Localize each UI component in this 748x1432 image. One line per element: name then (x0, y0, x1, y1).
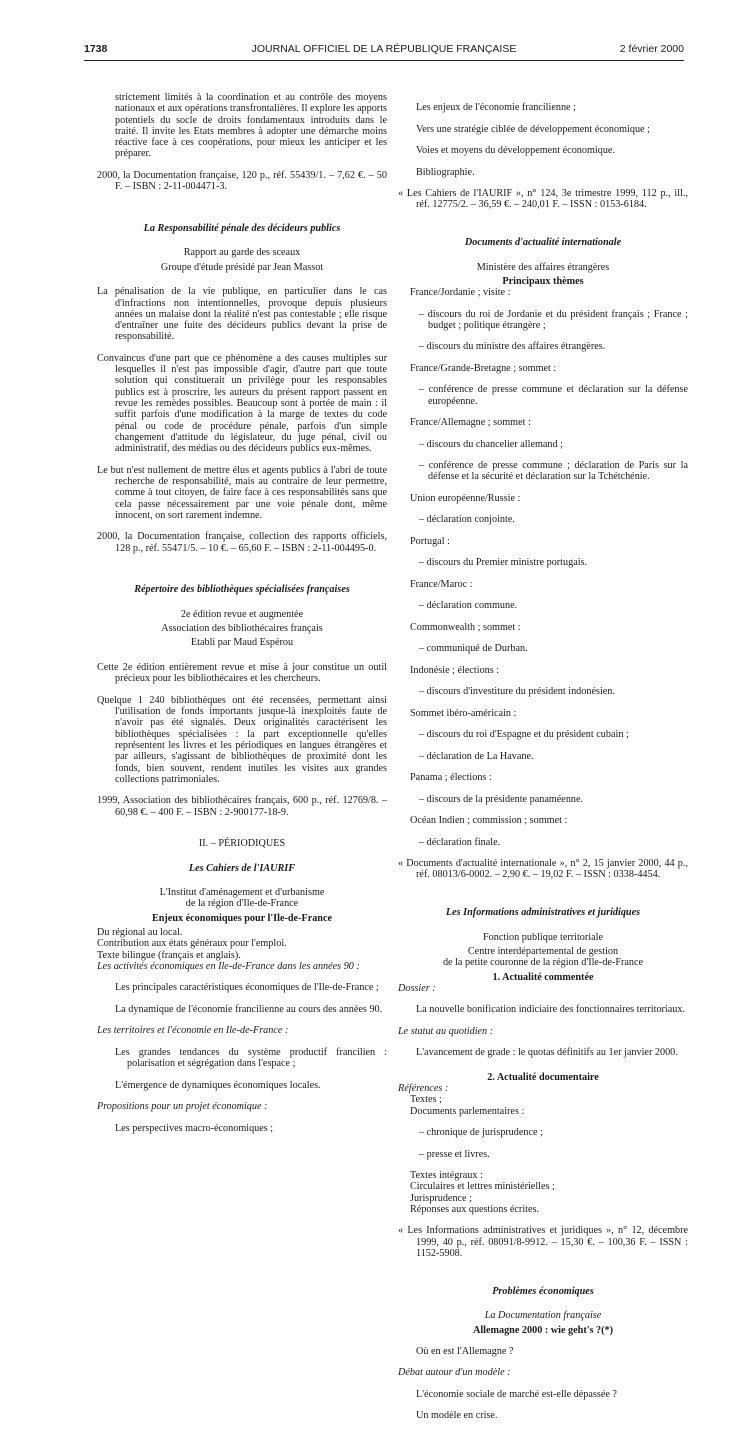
debat-label: Débat autour d'un modèle : (398, 1367, 511, 1379)
list-item: Voies et moyens du développement économique. (416, 145, 615, 157)
section-subtitle: Rapport au garde des sceaux (183, 247, 301, 259)
journal-title: JOURNAL OFFICIEL DE LA RÉPUBLIQUE FRANÇAISE (251, 43, 517, 55)
list-item-text: Océan Indien ; commission ; sommet : (410, 815, 568, 827)
list-item-text: discours de la présidente panaméenne. (426, 793, 584, 805)
list-item-text: discours du Premier ministre portugais. (426, 557, 588, 569)
iaj-subtitle: Fonction publique territoriale (483, 931, 603, 943)
dash-bullet: – (419, 308, 428, 320)
list-item-text: chronique de jurisprudence ; (426, 1127, 543, 1139)
dash-bullet: – (419, 341, 427, 353)
list-item: Texte bilingue (français et anglais). (97, 949, 241, 961)
list-item (398, 536, 688, 547)
list-item: Contribution aux états généraux pour l'emploi. (97, 938, 287, 950)
cahiers-title: Les Cahiers de l'IAURIF (188, 862, 296, 874)
paragraph: Le but n'est nullement de mettre élus et agents publics à l'abri de toute recherche de responsabilité, mais au contraire de leur permettre, comme à tout citoyen, de faire face à ces responsabilités sans que cela passe nécessairement par une voie pénale dont, même innocent, on sort rarement indemne. (97, 464, 387, 521)
list-item-text: Panama ; élections : (410, 772, 492, 784)
paragraph: Cette 2e édition entièrement revue et mise à jour constitue un outil précieux pour les bibliothécaires et les chercheurs. (97, 661, 387, 685)
list-item (398, 287, 688, 298)
actualite-documentaire-heading: 2. Actualité documentaire (487, 1071, 599, 1083)
list-item (398, 622, 688, 633)
list-item-text: Portugal : (410, 535, 450, 547)
dash-bullet: – (419, 1148, 427, 1160)
dash-bullet: – (419, 729, 427, 741)
paragraph: Quelque 1 240 bibliothèques ont été recensées, permettant ainsi l'utilisation de fonds importants jusque-là inexploités faute de n'avoir pas été signalés. Deux originalités caractérisent les bibliothèques spécialisées : la part exceptionnelle qu'elles représentent les livres et les périodiques en langues étrangères et par ailleurs, s'agissant de bibliothèques de proximité dont les fonds, bien souvent, rendent inutiles les visites aux grandes collections patrimoniales. (97, 694, 387, 785)
reference-iaurif: « Les Cahiers de l'IAURIF », n° 124, 3e trimestre 1999, 112 p., ill., réf. 12775/2. – 36,59 €. – 240,01 F. – ISSN : 0153-6184. (398, 188, 688, 211)
section-subtitle: Association des bibliothécaires français (161, 623, 323, 635)
list-item (398, 1127, 688, 1138)
dash-bullet: – (419, 438, 427, 450)
list-item (398, 363, 688, 374)
periodiques-heading: II. – PÉRIODIQUES (198, 838, 286, 850)
list-item (398, 772, 688, 783)
list-item (398, 1193, 688, 1204)
dai-title: Documents d'actualité internationale (464, 237, 622, 249)
dossier-text: La nouvelle bonification indiciaire des fonctionnaires territoriaux. (416, 1004, 686, 1016)
dash-bullet: – (419, 384, 429, 396)
list-item: Les enjeux de l'économie francilienne ; (416, 102, 576, 114)
list-item (398, 514, 688, 525)
debat-list (398, 1389, 688, 1422)
list-item (398, 1094, 688, 1105)
dai-ministry: Ministère des affaires étrangères (476, 261, 610, 273)
list-item (398, 1204, 688, 1215)
page-number: 1738 (84, 43, 108, 55)
list-item-text: Commonwealth ; sommet : (410, 621, 521, 633)
list-item-text: conférence de presse commune et déclaration sur la défense européenne. (428, 384, 688, 407)
reference-2: 2000, la Documentation française, collection des rapports officiels, 128 p., réf. 55471/5. – 10 €. – 65,60 F. – ISBN : 2-11-004495-0. (97, 531, 387, 554)
list-item: Les perspectives macro-économiques ; (115, 1122, 274, 1134)
list-item: Les territoires et l'économie en Ile-de-France : (97, 1025, 289, 1037)
list-item (398, 837, 688, 848)
problemes-theme: Allemagne 2000 : wie geht's ?(*) (472, 1324, 614, 1336)
dash-bullet: – (419, 460, 429, 472)
list-item: Bibliographie. (416, 166, 475, 178)
dash-bullet: – (419, 686, 427, 698)
list-item-text: déclaration commune. (426, 600, 518, 612)
iaj-title: Les Informations administratives et juridiques (445, 907, 641, 919)
list-item-text: Documents parlementaires : (410, 1105, 525, 1117)
list-item-text: Textes ; (410, 1094, 442, 1106)
list-item-text: Sommet ibéro-américain : (410, 707, 517, 719)
cahiers-theme: Enjeux économiques pour l'Ile-de-France (151, 912, 333, 924)
list-item: Les activités économiques en Ile-de-France dans les années 90 : (97, 960, 360, 972)
left-column (97, 92, 387, 1144)
list-item-text: discours du ministre des affaires étrangères. (426, 341, 606, 353)
page-header (84, 43, 684, 61)
reference-1: 2000, la Documentation française, 120 p., réf. 55439/1. – 7,62 €. – 50 F. – ISBN : 2-11-004471-3. (97, 169, 387, 193)
section-title-repertoire: Répertoire des bibliothèques spécialisées françaises (134, 584, 350, 596)
issue-date: 2 février 2000 (619, 43, 684, 55)
cahiers-contents (97, 927, 387, 1134)
dash-bullet: – (419, 600, 427, 612)
list-item-text: Réponses aux questions écrites. (410, 1203, 540, 1215)
reference-dai: « Documents d'actualité internationale », n° 2, 15 janvier 2000, 44 p., réf. 08013/6-0002. – 2,90 €. – 19,02 F. – ISSN : 0338-4454. (398, 858, 688, 881)
cahiers-org: de la région d'Ile-de-France (185, 898, 299, 910)
list-item: Vers une stratégie ciblée de développement économique ; (416, 123, 650, 135)
list-item-text: France/Grande-Bretagne ; sommet : (410, 362, 557, 374)
list-item-text: Indonésie ; élections : (410, 664, 500, 676)
paragraph: La pénalisation de la vie publique, en particulier dans le cas d'infractions non intentionnelles, provoque depuis plusieurs années un malaise dont la réalité n'est pas contestable ; elle risque d'entraîner une fuite des décideurs publics devant la prise de responsabilité. (97, 286, 387, 343)
actualite-commentee-heading: 1. Actualité commentée (492, 971, 594, 983)
list-item (398, 1106, 688, 1117)
list-item (398, 439, 688, 450)
list-item-text: France/Jordanie ; visite : (410, 287, 511, 299)
list-item (398, 751, 688, 762)
list-item (398, 708, 688, 719)
list-item-text: discours du chancelier allemand ; (426, 438, 563, 450)
list-item: La dynamique de l'économie francilienne au cours des années 90. (115, 1003, 383, 1015)
list-item: Un modèle en crise. (416, 1410, 498, 1422)
dash-bullet: – (419, 1127, 427, 1139)
list-item (398, 600, 688, 611)
list-item: L'émergence de dynamiques économiques locales. (115, 1079, 321, 1091)
section-title-responsabilite: La Responsabilité pénale des décideurs publics (143, 222, 341, 234)
list-item (398, 341, 688, 352)
list-item-text: discours du roi de Jordanie et du président français ; France ; budget ; politique étrangère ; (427, 308, 688, 331)
iaurif-contents-continued (398, 102, 688, 178)
list-item-text: France/Maroc : (410, 578, 473, 590)
list-item-text: Union européenne/Russie : (410, 492, 521, 504)
statut-text: L'avancement de grade : le quotas définitifs au 1er janvier 2000. (416, 1047, 678, 1059)
statut-label: Le statut au quotidien : (398, 1025, 494, 1037)
list-item-text: déclaration finale. (426, 836, 501, 848)
list-item-text: discours d'investiture du président indonésien. (426, 686, 615, 698)
list-item-text: communiqué de Durban. (426, 643, 528, 655)
list-item: Du régional au local. (97, 926, 183, 938)
list-item: Propositions pour un projet économique : (97, 1101, 268, 1113)
section-subtitle: Etabli par Maud Espérou (190, 637, 294, 649)
list-item-text: Textes intégraux : (410, 1170, 483, 1182)
list-item-text: presse et livres. (426, 1148, 490, 1160)
list-item-text: déclaration de La Havane. (426, 750, 534, 762)
list-item-text: Jurisprudence ; (410, 1192, 472, 1204)
list-item (398, 493, 688, 504)
list-item (398, 579, 688, 590)
list-item (398, 309, 688, 332)
list-item: Les grandes tendances du système productif francilien : polarisation et ségrégation dans l'espace ; (115, 1046, 387, 1070)
list-item (398, 665, 688, 676)
dash-bullet: – (419, 750, 427, 762)
list-item (398, 729, 688, 740)
list-item-text: France/Allemagne ; sommet : (410, 417, 531, 429)
dai-themes-heading: Principaux thèmes (502, 275, 584, 287)
list-item (398, 794, 688, 805)
dash-bullet: – (419, 514, 427, 526)
list-item (398, 686, 688, 697)
list-item: Les principales caractéristiques économiques de l'Ile-de-France ; (115, 982, 379, 994)
reference-3: 1999, Association des bibliothécaires français, 600 p., réf. 12769/8. – 60,98 €. – 400 F. – ISBN : 2-900177-18-9. (97, 795, 387, 818)
list-item-text: Circulaires et lettres ministérielles ; (410, 1181, 555, 1193)
right-column (398, 92, 688, 1432)
list-item (398, 643, 688, 654)
references-list (398, 1094, 688, 1215)
list-item (398, 1181, 688, 1192)
cahiers-org: L'Institut d'aménagement et d'urbanisme (159, 887, 325, 899)
list-item: L'économie sociale de marché est-elle dépassée ? (416, 1388, 617, 1400)
problemes-publisher: La Documentation française (484, 1310, 602, 1322)
list-item (398, 1170, 688, 1181)
dash-bullet: – (419, 836, 427, 848)
dossier-label: Dossier : (398, 982, 436, 994)
list-item-text: conférence de presse commune ; déclaration de Paris sur la défense et la sécurité et déclaration sur la Tchétchénie. (428, 460, 688, 483)
list-item (398, 460, 688, 483)
references-label: Références : (398, 1083, 449, 1095)
intro-paragraph: strictement limités à la coordination et au contrôle des moyens nationaux et aux opérations transfrontalières. Il explore les apports potentiels du socle de droits fondamentaux introduits dans le traité. Il invite les Etats membres à adopter une démarche moins réactive face à ces coopérations, pour mieux les anticiper et les préparer. (115, 92, 387, 160)
header-rule (84, 60, 684, 61)
list-item-text: discours du roi d'Espagne et du président cubain ; (426, 729, 629, 741)
iaj-org: de la petite couronne de la région d'Ile-de-France (442, 957, 644, 969)
reference-iaj: « Les Informations administratives et juridiques », n° 12, décembre 1999, 40 p., réf. 08091/8-9912. – 15,30 €. – 100,36 F. – ISSN : 1152-5908. (398, 1225, 688, 1260)
dai-themes-list (398, 287, 688, 848)
section-subtitle: Groupe d'étude présidé par Jean Massot (160, 261, 324, 273)
list-item (398, 1149, 688, 1160)
dash-bullet: – (419, 643, 427, 655)
list-item (398, 417, 688, 428)
problemes-question: Où en est l'Allemagne ? (416, 1346, 514, 1357)
iaj-org: Centre interdépartemental de gestion (467, 945, 619, 957)
dash-bullet: – (419, 793, 427, 805)
paragraph: Convaincus d'une part que ce phénomène a des causes multiples sur lesquelles il n'est pas impossible d'agir, d'autre part que toute solution qui constituerait un privilège pour les responsables publics est à proscrire, les auteurs du présent rapport passent en revue les remèdes possibles. Beaucoup sont à portée de main : il suffit parfois d'une modification à la marge de textes du code pénal ou code de procédure pénale, parfois d'un simple changement d'attitude du législateur, du juge pénal, civil ou administratif, des médias ou des décideurs publics eux-mêmes. (97, 352, 387, 455)
list-item (398, 557, 688, 568)
section-subtitle: 2e édition revue et augmentée (180, 608, 304, 620)
list-item (398, 815, 688, 826)
dash-bullet: – (419, 557, 427, 569)
list-item (398, 384, 688, 407)
list-item-text: déclaration conjointe. (426, 514, 515, 526)
problemes-title: Problèmes économiques (492, 1285, 594, 1297)
